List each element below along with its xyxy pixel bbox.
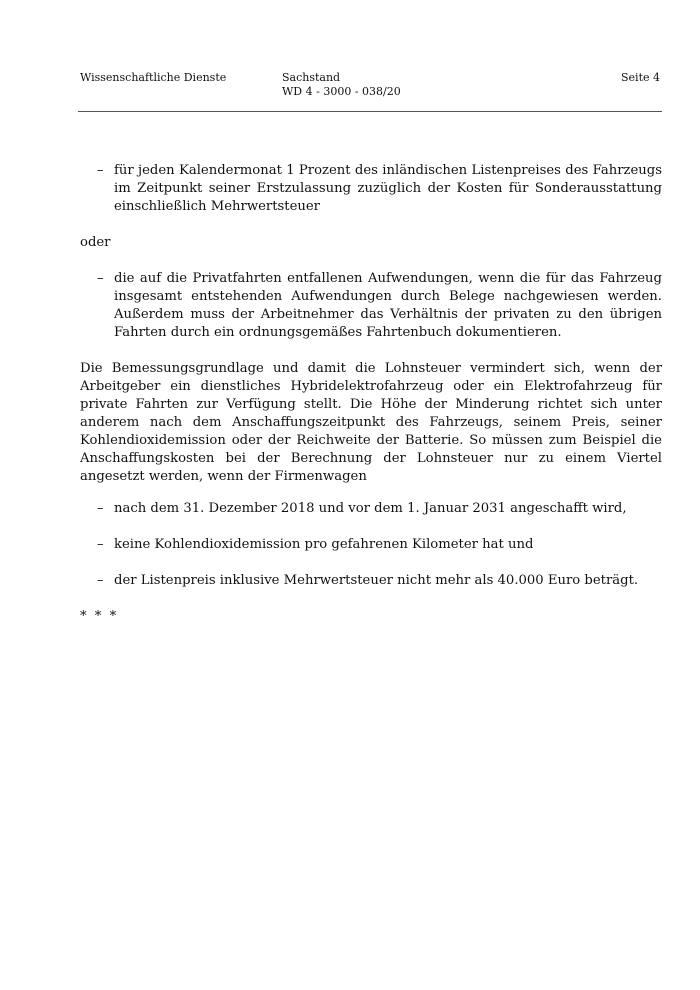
list-item-text: keine Kohlendioxidemission pro gefahrenen Kilometer hat und	[114, 537, 534, 552]
body-paragraph: Die Bemessungsgrundlage und damit die Lohnsteuer vermindert sich, wenn der Arbeitgeber ein dienstliches Hybridelektrofahrzeug oder ein Elektrofahrzeug für private Fahrten zur Verfügung stellt. Die Höhe der Minderung richtet sich unter anderem nach dem Anschaffungszeitpunkt des Fahrzeugs, seinem Preis, seiner Kohlendioxidemission oder der Reichweite der Batterie. So müssen zum Beispiel die Anschaffungskosten bei der Berechnung der Lohnsteuer nur zu einem Viertel angesetzt werden, wenn der Firmenwagen	[80, 361, 662, 484]
list-item-second-option	[80, 270, 662, 342]
bullet-dash: –	[97, 573, 104, 588]
list-item-condition	[80, 536, 662, 554]
list-item-condition	[80, 572, 662, 590]
connector-text: oder	[80, 235, 111, 250]
header-doc-type: Sachstand	[282, 71, 341, 84]
list-item-first-option	[80, 162, 662, 216]
end-mark: * * *	[80, 609, 119, 624]
header-doc-info	[282, 71, 401, 99]
list-item-condition	[80, 500, 662, 518]
header-doc-number: WD 4 - 3000 - 038/20	[282, 85, 401, 98]
document-body	[80, 162, 662, 626]
bullet-dash: –	[97, 501, 104, 516]
list-item-text: nach dem 31. Dezember 2018 und vor dem 1. Januar 2031 angeschafft wird,	[114, 501, 627, 516]
header-institution: Wissenschaftliche Dienste	[80, 71, 227, 84]
bullet-dash: –	[97, 163, 104, 178]
list-item-text: der Listenpreis inklusive Mehrwertsteuer nicht mehr als 40.000 Euro beträgt.	[114, 573, 639, 588]
bullet-dash: –	[97, 537, 104, 552]
bullet-dash: –	[97, 271, 104, 286]
list-item-text: für jeden Kalendermonat 1 Prozent des inländischen Listenpreises des Fahrzeugs im Zeitpunkt seiner Erstzulassung zuzüglich der Kosten für Sonderausstattung einschließlich Mehrwertsteuer	[114, 163, 662, 214]
header-page-number: Seite 4	[621, 71, 660, 84]
header-divider	[78, 111, 662, 112]
list-item-text: die auf die Privatfahrten entfallenen Aufwendungen, wenn die für das Fahrzeug insgesamt entstehenden Aufwendungen durch Belege nachgewiesen werden. Außerdem muss der Arbeitnehmer das Verhältnis der privaten zu den übrigen Fahrten durch ein ordnungsgemäßes Fahrtenbuch dokumentieren.	[114, 271, 662, 340]
